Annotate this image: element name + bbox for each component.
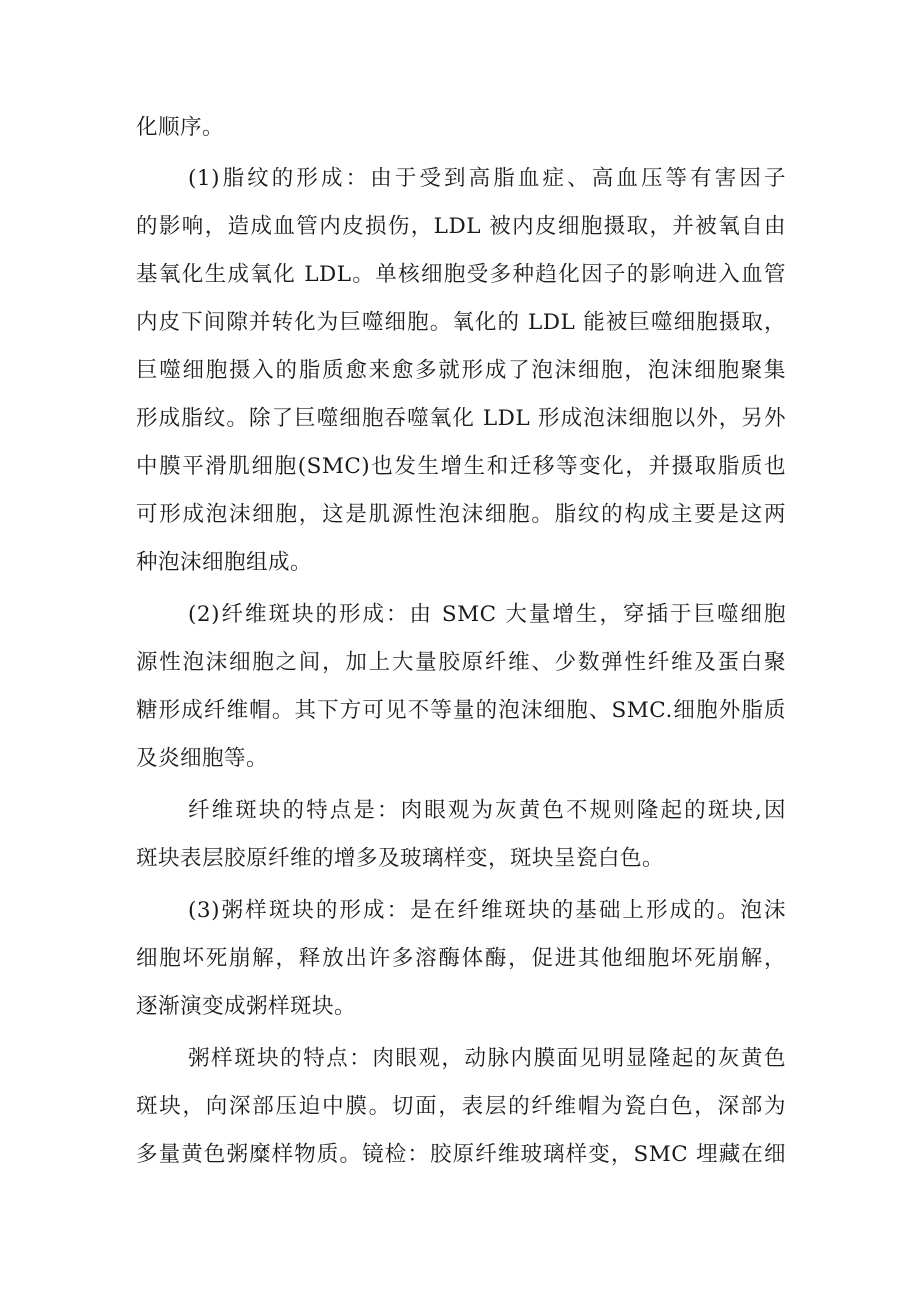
text-line: (2)纤维斑块的形成：由 SMC 大量增生，穿插于巨噬细胞: [188, 602, 786, 627]
text-line: 逐渐演变成粥样斑块。: [136, 994, 357, 1019]
text-line: 纤维斑块的特点是：肉眼观为灰黄色不规则隆起的斑块,因: [188, 798, 786, 823]
text-line: 斑块，向深部压迫中膜。切面，表层的纤维帽为瓷白色，深部为: [136, 1094, 786, 1119]
text-line: 形成脂纹。除了巨噬细胞吞噬氧化 LDL 形成泡沫细胞以外，另外: [136, 406, 786, 431]
text-line: 基氧化生成氧化 LDL。单核细胞受多种趋化因子的影响进入血管: [136, 262, 786, 287]
text-line: (1)脂纹的形成：由于受到高脂血症、高血压等有害因子: [188, 166, 786, 191]
text-line: 源性泡沫细胞之间，加上大量胶原纤维、少数弹性纤维及蛋白聚: [136, 650, 786, 675]
text-line: 可形成泡沫细胞，这是肌源性泡沫细胞。脂纹的构成主要是这两: [136, 502, 786, 527]
text-line: 种泡沫细胞组成。: [136, 550, 313, 575]
text-line: 多量黄色粥糜样物质。镜检：胶原纤维玻璃样变，SMC 埋藏在细: [136, 1142, 786, 1167]
text-line: 糖形成纤维帽。其下方可见不等量的泡沫细胞、SMC.细胞外脂质: [136, 698, 786, 723]
text-line: 及炎细胞等。: [136, 746, 269, 771]
text-line: 内皮下间隙并转化为巨噬细胞。氧化的 LDL 能被巨噬细胞摄取，: [136, 310, 786, 335]
text-line: 巨噬细胞摄入的脂质愈来愈多就形成了泡沫细胞，泡沫细胞聚集: [136, 358, 786, 383]
text-line: 粥样斑块的特点：肉眼观，动脉内膜面见明显隆起的灰黄色: [188, 1046, 786, 1071]
text-line: 中膜平滑肌细胞(SMC)也发生增生和迁移等变化，并摄取脂质也: [136, 454, 786, 479]
text-line: (3)粥样斑块的形成：是在纤维斑块的基础上形成的。泡沫: [188, 898, 786, 923]
text-line: 斑块表层胶原纤维的增多及玻璃样变，斑块呈瓷白色。: [136, 846, 665, 871]
text-line: 化顺序。: [136, 115, 225, 140]
text-line: 的影响，造成血管内皮损伤，LDL 被内皮细胞摄取，并被氧自由: [136, 214, 786, 239]
text-line: 细胞坏死崩解，释放出许多溶酶体酶，促进其他细胞坏死崩解，: [136, 946, 786, 971]
